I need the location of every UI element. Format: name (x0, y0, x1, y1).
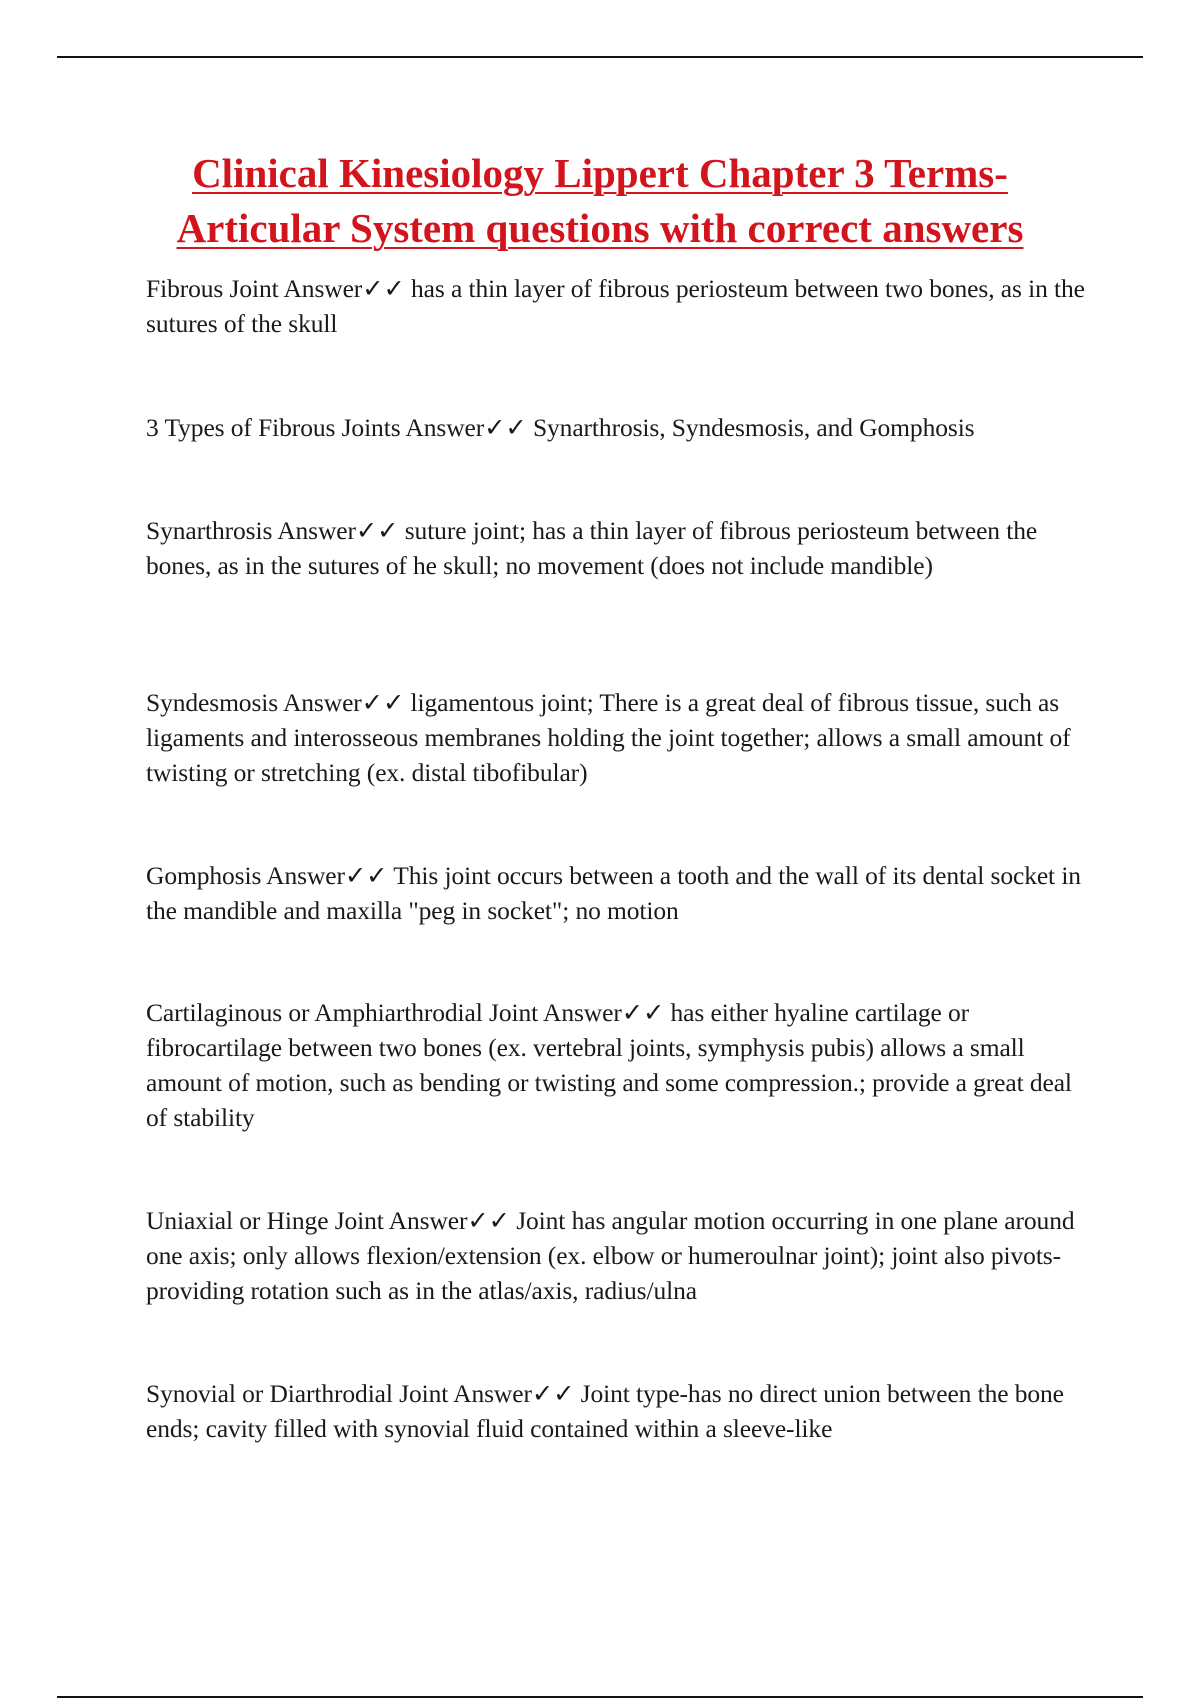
answer-marker: Answer✓✓ (405, 413, 527, 442)
entry-term: Gomphosis (146, 861, 262, 890)
entry-definition: has either hyaline cartilage or fibrocartilage between two bones (ex. vertebral joints, symphysis pubis) allows a small amount of motion, such as bending or twisting and some compression.; provide a great deal of stability (146, 998, 1072, 1132)
entry-definition: has a thin layer of fibrous periosteum between two bones, as in the sutures of the skull (146, 274, 1085, 338)
entry-term: Synovial or Diarthrodial Joint (146, 1379, 449, 1408)
qa-entry-hinge-joint (146, 1203, 1091, 1308)
answer-marker: Answer✓✓ (543, 998, 665, 1027)
qa-entry-types-of-fibrous-joints (146, 410, 1091, 445)
answer-marker: Answer✓✓ (453, 1379, 575, 1408)
entry-definition: Synarthrosis, Syndesmosis, and Gomphosis (532, 413, 975, 442)
qa-entry-synarthrosis (146, 513, 1091, 583)
answer-marker: Answer✓✓ (388, 1206, 510, 1235)
qa-entry-syndesmosis (146, 685, 1091, 790)
title-line-2: Articular System questions with correct answers (176, 205, 1024, 251)
qa-entry-synovial-joint (146, 1376, 1091, 1446)
bottom-rule (57, 1696, 1143, 1698)
answer-marker: Answer✓✓ (277, 516, 399, 545)
entry-term: Uniaxial or Hinge Joint (146, 1206, 384, 1235)
entry-term: 3 Types of Fibrous Joints (146, 413, 401, 442)
entry-definition: Joint type-has no direct union between the bone ends; cavity filled with synovial fluid contained within a sleeve-like (146, 1379, 1064, 1443)
entry-definition: Joint has angular motion occurring in one plane around one axis; only allows flexion/extension (ex. elbow or humeroulnar joint); joint also pivots-providing rotation such as in the atlas/axis, radius/ulna (146, 1206, 1075, 1305)
entry-term: Fibrous Joint (146, 274, 279, 303)
entry-term: Cartilaginous or Amphiarthrodial Joint (146, 998, 539, 1027)
entry-definition: ligamentous joint; There is a great deal of fibrous tissue, such as ligaments and interosseous membranes holding the joint together; allows a small amount of twisting or stretching (ex. distal tibofibular) (146, 688, 1071, 787)
entry-term: Syndesmosis (146, 688, 279, 717)
entry-term: Synarthrosis (146, 516, 273, 545)
answer-marker: Answer✓✓ (266, 861, 388, 890)
entry-definition: This joint occurs between a tooth and the wall of its dental socket in the mandible and maxilla "peg in socket"; no motion (146, 861, 1081, 925)
qa-entry-cartilaginous-joint (146, 995, 1091, 1135)
answer-marker: Answer✓✓ (283, 274, 405, 303)
answer-marker: Answer✓✓ (282, 688, 405, 717)
entry-definition: suture joint; has a thin layer of fibrous periosteum between the bones, as in the sutures of he skull; no movement (does not include mandible) (146, 516, 1038, 580)
title-line-1: Clinical Kinesiology Lippert Chapter 3 Terms- (192, 150, 1008, 196)
qa-entry-gomphosis (146, 858, 1091, 928)
qa-entry-fibrous-joint (146, 271, 1091, 341)
